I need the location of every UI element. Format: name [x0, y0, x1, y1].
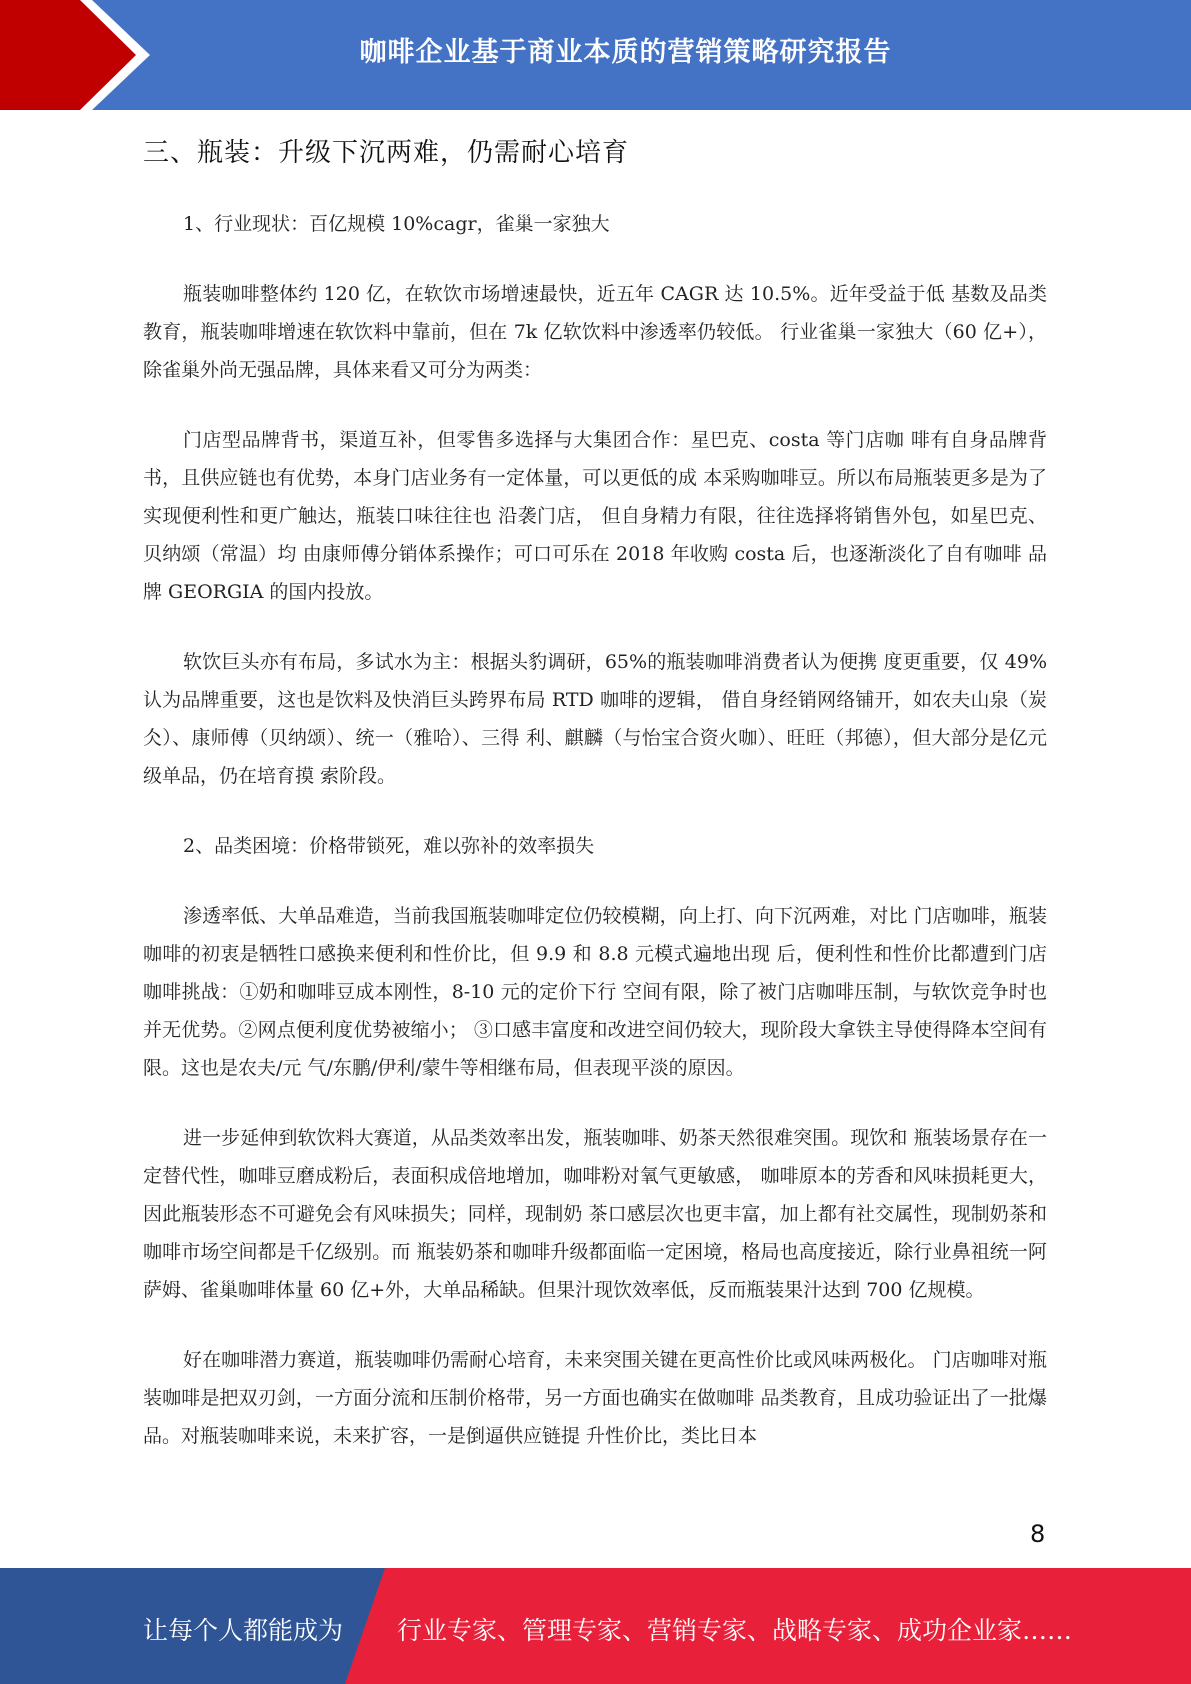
- section-heading: 三、瓶装：升级下沉两难，仍需耐心培育: [143, 138, 630, 168]
- header-arrow-decoration: [0, 0, 160, 110]
- page-number: 8: [1030, 1520, 1046, 1548]
- paragraph: 进一步延伸到软饮料大赛道，从品类效率出发，瓶装咖啡、奶茶天然很难突围。现饮和 瓶装场景存在一定替代性，咖啡豆磨成粉后，表面积成倍地增加，咖啡粉对氧气更敏感， 咖啡原本的芳香和风味损耗更大，因此瓶装形态不可避免会有风味损失；同样，现制奶 茶口感层次也更丰富，加上都有社交属性，现制奶茶和咖啡市场空间都是千亿级别。而 瓶装奶茶和咖啡升级都面临一定困境，格局也高度接近，除行业鼻祖统一阿萨姆、雀巢咖啡体量 60 亿+外，大单品稀缺。但果汁现饮效率低，反而瓶装果汁达到 700 亿规模。: [143, 1127, 1047, 1301]
- footer-banner: [0, 1568, 1191, 1684]
- paragraph: 软饮巨头亦有布局，多试水为主：根据头豹调研，65%的瓶装咖啡消费者认为便携 度更重要，仅 49%认为品牌重要，这也是饮料及快消巨头跨界布局 RTD 咖啡的逻辑， 借自身经销网络铺开，如农夫山泉（炭仌）、康师傅（贝纳颂）、统一（雅哈）、三得 利、麒麟（与怡宝合资火咖）、旺旺（邦德），但大部分是亿元级单品，仍在培育摸 索阶段。: [143, 651, 1047, 787]
- document-title: 咖啡企业基于商业本质的营销策略研究报告: [359, 37, 892, 68]
- subsection-heading: 2、品类困境：价格带锁死，难以弥补的效率损失: [183, 835, 595, 857]
- subsection-heading: 1、行业现状：百亿规模 10%cagr，雀巢一家独大: [183, 213, 610, 235]
- body-text: [143, 205, 1047, 1487]
- paragraph: 渗透率低、大单品难造，当前我国瓶装咖啡定位仍较模糊，向上打、向下沉两难，对比 门店咖啡，瓶装咖啡的初衷是牺牲口感换来便利和性价比，但 9.9 和 8.8 元模式遍地出现 后，便利性和性价比都遭到门店咖啡挑战：①奶和咖啡豆成本刚性，8-10 元的定价下行 空间有限，除了被门店咖啡压制，与软饮竞争时也并无优势。②网点便利度优势被缩小； ③口感丰富度和改进空间仍较大，现阶段大拿铁主导使得降本空间有限。这也是农夫/元 气/东鹏/伊利/蒙牛等相继布局，但表现平淡的原因。: [143, 905, 1047, 1079]
- paragraph: 瓶装咖啡整体约 120 亿，在软饮市场增速最快，近五年 CAGR 达 10.5%。近年受益于低 基数及品类教育，瓶装咖啡增速在软饮料中靠前，但在 7k 亿软饮料中渗透率仍较低。 行业雀巢一家独大（60 亿+），除雀巢外尚无强品牌，具体来看又可分为两类：: [143, 283, 1047, 381]
- footer-slogan-left: 让每个人都能成为: [143, 1616, 344, 1645]
- paragraph: 门店型品牌背书，渠道互补，但零售多选择与大集团合作：星巴克、costa 等门店咖 啡有自身品牌背书，且供应链也有优势，本身门店业务有一定体量，可以更低的成 本采购咖啡豆。所以布局瓶装更多是为了实现便利性和更广触达，瓶装口味往往也 沿袭门店， 但自身精力有限，往往选择将销售外包，如星巴克、贝纳颂（常温）均 由康师傅分销体系操作；可口可乐在 2018 年收购 costa 后，也逐渐淡化了自有咖啡 品牌 GEORGIA 的国内投放。: [143, 429, 1047, 603]
- paragraph: 好在咖啡潜力赛道，瓶装咖啡仍需耐心培育，未来突围关键在更高性价比或风味两极化。 门店咖啡对瓶装咖啡是把双刃剑，一方面分流和压制价格带，另一方面也确实在做咖啡 品类教育，且成功验证出了一批爆品。对瓶装咖啡来说，未来扩容，一是倒逼供应链提 升性价比，类比日本: [143, 1349, 1047, 1447]
- footer-slogan-right: 行业专家、管理专家、营销专家、战略专家、成功企业家……: [397, 1616, 1073, 1645]
- header-banner: [0, 0, 1191, 110]
